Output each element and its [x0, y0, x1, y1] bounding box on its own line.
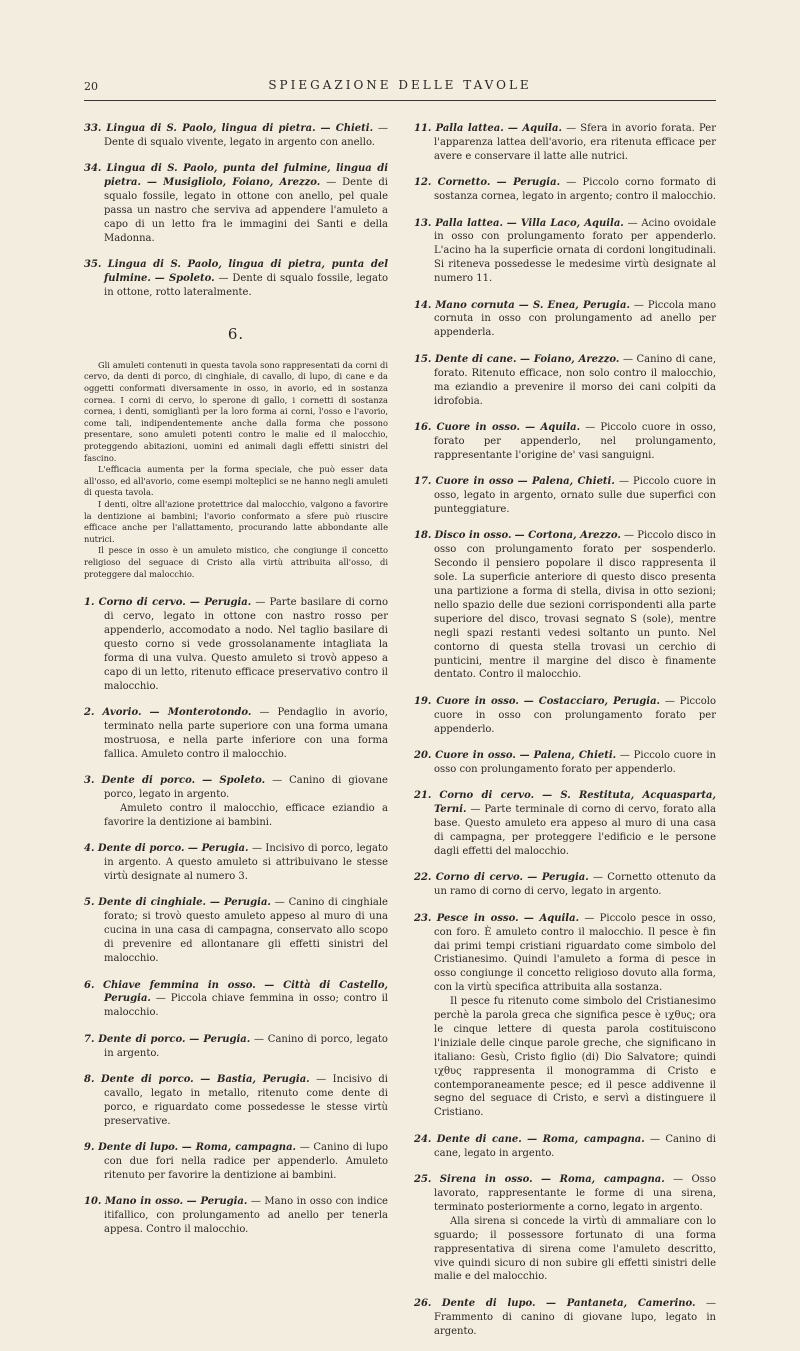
catalog-entry [414, 1173, 716, 1284]
catalog-entry [84, 896, 388, 966]
entry-description: — Dente di squalo fossile, legato in ottone, rotto lateralmente. [104, 273, 388, 299]
entry-description: — Canino di porco, legato in argento. [104, 1033, 388, 1059]
entry-description: — Dente di squalo fossile, legato in ottone con anello, pel quale passa un nastro che serviva ad appendere l'amuleto a capo di un letto fra le immagini dei Santi e della Madonna. [104, 177, 388, 244]
entry-place: — Musigliolo, Foiano, Arezzo. [146, 177, 321, 189]
catalog-entry [84, 1141, 388, 1183]
catalog-entry [414, 421, 716, 463]
entry-name: Dente di cane. [436, 1133, 522, 1145]
catalog-entry [414, 871, 716, 899]
entry-name: Cuore in osso. [436, 421, 520, 433]
intro-paragraph: L'efficacia aumenta per la forma speciale, che può esser data all'osso, ed all'avorio, come esempi molteplici se ne hanno negli amuleti di questa tavola. [84, 464, 388, 498]
entry-description: — Incisivo di porco, legato in argento. A questo amuleto si attribuivano le stesse virtù designate al numero 3. [104, 843, 388, 883]
entry-number: 35. [84, 259, 102, 271]
entry-name: Corno di cervo. [439, 790, 535, 802]
catalog-entry [84, 842, 388, 884]
entry-place: — Spoleto. [154, 273, 215, 285]
entry-place: — Monterotondo. [149, 707, 252, 718]
entry-description: — Canino di giovane porco, legato in argento. [104, 775, 388, 801]
entry-name: Mano cornuta [435, 299, 515, 311]
entry-number: 22. [414, 872, 432, 884]
section-intro [84, 360, 388, 580]
entry-name: Cuore in osso [435, 476, 514, 488]
entry-place: — S. Enea, Perugia. [518, 299, 630, 311]
entry-extra-paragraph: Alla sirena si concede la virtù di ammaliare con lo sguardo; il possessore fortunato di una forma rappresentativa di sirena come l'amuleto descritto, vive quindi sicuro di non subire gli effetti sinistri delle malie e del malocchio. [434, 1215, 716, 1283]
entry-description: — Piccolo corno formato di sostanza cornea, legato in argento; contro il malocchio. [434, 177, 717, 203]
catalog-entry [84, 774, 388, 830]
entry-place: — Perugia. [187, 843, 249, 855]
entry-number: 6. [84, 979, 95, 991]
entry-place: — Foiano, Arezzo. [520, 353, 620, 365]
entry-number: 13. [414, 217, 432, 229]
entry-extra-paragraph: Il pesce fu ritenuto come simbolo del Cristianesimo perchè la parola greca che significa pesce è ιχθυς; ora le cinque lettere di questa parola costituiscono l'iniziale delle cinque parole greche, che significano in italiano: Gesù, Cristo figlio (di) Dio Salvatore; quindi ιχθυς rappresenta il monogramma di Cristo e contemporaneamente pesce; ed il pesce addivenne il segno del seguace di Cristo, e servì a distinguere il Cristiano. [434, 996, 716, 1119]
entry-place: — Aquila. [523, 912, 580, 924]
entry-description: — Canino di cane, forato. Ritenuto efficace, non solo contro il malocchio, ma eziandio a prevenire il morso dei cani colpiti da idrofobia. [434, 353, 717, 407]
entry-place: — Roma, campagna. [181, 1142, 297, 1154]
entry-description: — Acino ovoidale in osso con prolungamento forato per appenderlo. L'acino ha la superficie ornata di cordoni longitudinali. Si riteneva possedesse le medesime virtù designate al numero 11. [434, 217, 716, 285]
entry-place: — Costacciaro, Perugia. [523, 695, 661, 707]
entry-place: — S. Restituta, Acquasparta, Terni. [434, 790, 716, 816]
entry-description: — Canino di cane, legato in argento. [434, 1133, 716, 1159]
entry-place: — Perugia. [496, 177, 561, 189]
entry-number: 4. [84, 843, 95, 855]
catalog-entry [414, 217, 716, 287]
entry-description: — Sfera in avorio forata. Per l'apparenza lattea dell'avorio, era ritenuta efficace per avere e conservare il latte alle nutrici. [434, 123, 716, 162]
entry-extra-paragraph: Amuleto contro il malocchio, efficace eziandio a favorire la dentizione ai bambini. [104, 802, 388, 828]
entry-place: — Spoleto. [202, 775, 266, 787]
entry-name: Dente di porco. [98, 1033, 186, 1045]
entry-name: Dente di lupo. [441, 1297, 536, 1309]
entry-number: 24. [414, 1133, 432, 1145]
entry-number: 21. [414, 790, 432, 802]
entry-number: 10. [84, 1196, 102, 1208]
entry-place: — Palena, Chieti. [517, 476, 615, 488]
catalog-entry [414, 1133, 716, 1161]
entry-number: 11. [414, 123, 432, 134]
entry-place: — Aquila. [507, 123, 562, 134]
page-header [84, 78, 716, 100]
catalog-entry [84, 1033, 388, 1061]
entry-number: 5. [84, 897, 95, 909]
catalog-entry [414, 695, 716, 737]
entry-place: — Perugia. [186, 1196, 248, 1208]
entry-name: Corno di cervo. [98, 597, 186, 609]
entry-place: — Chieti. [320, 123, 374, 134]
catalog-entry [414, 1297, 716, 1339]
catalog-entry [84, 122, 388, 150]
catalog-entry [414, 789, 716, 859]
entry-description: — Cornetto ottenuto da un ramo di corno di cervo, legato in argento. [434, 872, 716, 898]
entry-description: — Canino di cinghiale forato; si trovò questo amuleto appeso al muro di una cucina in una casa di campagna, conservato allo scopo di prevenire ed allontanare gli effetti sinistri del malocchio. [104, 897, 388, 965]
catalog-entry [414, 912, 716, 1121]
entry-name: Mano in osso. [104, 1196, 184, 1208]
section-number: 6. [227, 324, 245, 343]
catalog-entry [84, 596, 388, 693]
header-rule [84, 100, 716, 101]
intro-paragraph: Il pesce in osso è un amuleto mistico, che congiunge il concetto religioso del seguace di Cristo alla virtù attribuita all'osso, di proteggere dal malocchio. [84, 545, 388, 579]
entry-description: — Piccola chiave femmina in osso; contro il malocchio. [104, 993, 388, 1019]
entry-name: Dente di porco. [97, 843, 185, 855]
right-column [414, 122, 716, 1351]
entry-name: Avorio. [102, 707, 142, 718]
entry-number: 2. [84, 707, 95, 718]
entry-name: Dente di porco. [100, 1074, 194, 1086]
entry-number: 18. [414, 530, 432, 542]
catalog-entry [84, 1195, 388, 1237]
entry-name: Dente di cinghiale. [98, 897, 207, 909]
entry-place: — Città di Castello, Perugia. [104, 979, 388, 1005]
entry-name: Dente di cane. [434, 353, 517, 365]
entry-number: 8. [84, 1074, 95, 1086]
catalog-entry [84, 162, 388, 245]
entry-place: — Palena, Chieti. [519, 750, 617, 762]
entry-number: 26. [414, 1297, 432, 1309]
running-title: SPIEGAZIONE DELLE TAVOLE [268, 78, 532, 92]
entry-description: — Frammento di canino di giovane lupo, legato in argento. [434, 1297, 716, 1337]
entry-name: Dente di lupo. [98, 1142, 179, 1154]
entry-number: 33. [84, 123, 102, 134]
entries-group [414, 122, 716, 1339]
catalog-entry [414, 475, 716, 517]
entry-name: Chiave femmina in osso. [103, 979, 256, 991]
entry-description: — Piccolo cuore in osso, forato per appenderlo, nel prolungamento, rappresentante l'origine de' vasi sanguigni. [434, 421, 716, 461]
entry-place: — Cortona, Arezzo. [514, 530, 621, 542]
catalog-entry [84, 1073, 388, 1129]
catalog-entry [414, 176, 716, 204]
catalog-entry [414, 353, 716, 409]
entry-number: 16. [414, 421, 432, 433]
entry-description: — Piccolo disco in osso con prolungamento forato per sospenderlo. Secondo il pensiero popolare il disco rappresenta il sole. La superficie anteriore di questo disco presenta una partizione a forma di stella, divisa in otto sezioni; nello spazio delle due sezioni corrispondenti alla parte superiore del disco, trovasi segnato S (sole), mentre negli spazi restanti vedesi soltanto un punto. Nel contorno di questa stella trovasi un cerchio di punticini, mentre il margine del disco è finamente dentato. Contro il malocchio. [434, 530, 716, 681]
entry-description: — Pendaglio in avorio, terminato nella parte superiore con una forma umana mostruosa, e nella parte inferiore con una forma fallica. Amuleto contro il malocchio. [104, 707, 388, 760]
catalog-entry [414, 299, 716, 341]
entry-number: 34. [84, 163, 102, 175]
catalog-entry [414, 122, 716, 164]
entry-place: — Perugia. [189, 1033, 251, 1045]
entry-number: 17. [414, 476, 432, 488]
entry-name: Dente di porco. [101, 775, 196, 787]
catalog-entry [414, 749, 716, 777]
intro-paragraph: Gli amuleti contenuti in questa tavola sono rappresentati da corni di cervo, da denti di porco, di cinghiale, di cavallo, di lupo, di cane e da oggetti conformati diversamente in osso, in avorio, ed in sostanza cornea. I corni di cervo, lo sperone di gallo, i cornetti di sostanza cornea, i denti, somigliantì per la loro forma ai corni, l'osso e l'avorio, come tali, indipendentemente anche dalla forma che possono presentare, sono amuleti potenti contro le malie ed il malocchio, proteggendo abitazioni, uomini ed animali dagli effetti sinistri del fascino. [84, 359, 388, 463]
catalog-entry [84, 706, 388, 762]
entry-description: — Piccolo cuore in osso con prolungamento forato per appenderlo. [434, 695, 716, 735]
entry-description: — Parte terminale di corno di cervo, forato alla base. Questo amuleto era appeso al muro di una casa di campagna, per proteggere l'edificio e le persone dagli effetti del malocchio. [434, 804, 716, 857]
entry-name: Corno di cervo. [435, 872, 523, 884]
entry-description: — Piccola mano cornuta in osso con prolungamento ad anello per appenderla. [434, 299, 716, 339]
entry-place: — Perugia. [189, 597, 252, 609]
catalog-entry [84, 258, 388, 300]
entry-name: Lingua di S. Paolo, lingua di pietra, punta del fulmine. [104, 259, 388, 285]
entry-description: — Dente di squalo vivente, legato in argento con anello. [104, 123, 389, 148]
entry-description: — Osso lavorato, rappresentante le forme di una sirena, terminato posteriormente a corno, legato in argento. [434, 1174, 716, 1213]
entry-name: Pesce in osso. [436, 912, 519, 924]
entry-description: — Canino di lupo con due fori nella radice per appenderlo. Amuleto ritenuto per favorire la dentizione ai bambini. [104, 1142, 389, 1181]
entry-description: — Parte basilare di corno di cervo, legato in ottone con nastro rosso per appenderlo, accomodato a nodo. Nel taglio basilare di questo corno si vede grossolanamente intagliata la forma di una vulva. Questo amuleto si trovò appeso a capo di un letto, ritenuto efficace preservativo contro il malocchio. [104, 597, 389, 692]
page-number: 20 [84, 80, 98, 93]
entry-description: — Piccolo pesce in osso, con foro. È amuleto contro il malocchio. Il pesce è fin dai primi tempi cristiani riguardato come simbolo del Cristianesimo. Quindi l'amuleto a forma di pesce in osso congiunge il concetto religioso dovuto alla forma, con la virtù specifica attribuita alla sostanza. [434, 912, 716, 994]
intro-paragraph: I denti, oltre all'azione protettrice dal malocchio, valgono a favorire la dentizione ai bambini; l'avorio conformato a sfere può riuscire efficace anche per l'allattamento, procurando latte abbondante alle nutrici. [84, 499, 388, 544]
entry-place: — Perugia. [209, 897, 271, 909]
entry-number: 19. [414, 695, 432, 707]
entry-number: 9. [84, 1142, 95, 1154]
entry-place: — Perugia. [527, 872, 589, 884]
entry-number: 15. [414, 353, 432, 365]
catalog-entry [414, 529, 716, 682]
entries-group [84, 596, 388, 1237]
entry-name: Palla lattea. [435, 123, 504, 134]
entry-name: Lingua di S. Paolo, lingua di pietra. [106, 123, 316, 134]
entry-place: — Villa Laco, Aquila. [506, 217, 624, 229]
entry-number: 7. [84, 1033, 95, 1045]
entry-number: 25. [414, 1174, 432, 1186]
entry-place: — Aquila. [525, 421, 581, 433]
entry-number: 14. [414, 299, 432, 311]
entry-number: 12. [414, 177, 432, 189]
catalog-entry [84, 979, 388, 1021]
entry-name: Lingua di S. Paolo, punta del fulmine, lingua di pietra. [104, 163, 388, 189]
entry-name: Sirena in osso. [439, 1174, 533, 1186]
entry-number: 3. [84, 775, 95, 787]
entry-number: 23. [414, 912, 432, 924]
entry-name: Disco in osso. [434, 530, 512, 542]
entry-number: 1. [84, 597, 95, 609]
entry-place: — Roma, campagna. [527, 1133, 645, 1145]
entry-description: — Mano in osso con indice itifallico, con prolungamento ad anello per tenerla appesa. Contro il malocchio. [104, 1196, 388, 1236]
entry-name: Cuore in osso. [436, 695, 519, 707]
entry-place: — Roma, campagna. [540, 1174, 665, 1186]
entry-place: — Pantaneta, Camerino. [545, 1297, 696, 1309]
entry-name: Cornetto. [437, 177, 491, 189]
entry-place: — Bastia, Perugia. [200, 1074, 310, 1086]
entry-name: Cuore in osso. [435, 750, 516, 762]
entry-description: — Piccolo cuore in osso con prolungamento forato per appenderlo. [434, 750, 716, 775]
entry-description: — Piccolo cuore in osso, legato in argento, ornato sulle due superfici con punteggiature. [434, 476, 717, 515]
entry-name: Palla lattea. [435, 217, 503, 229]
entry-number: 20. [414, 750, 432, 762]
entries-group [84, 122, 388, 300]
entry-description: — Incisivo di cavallo, legato in metallo, ritenuto come dente di porco, e riguardato come possedesse le stesse virtù preservative. [104, 1074, 388, 1127]
left-column [84, 122, 388, 1250]
